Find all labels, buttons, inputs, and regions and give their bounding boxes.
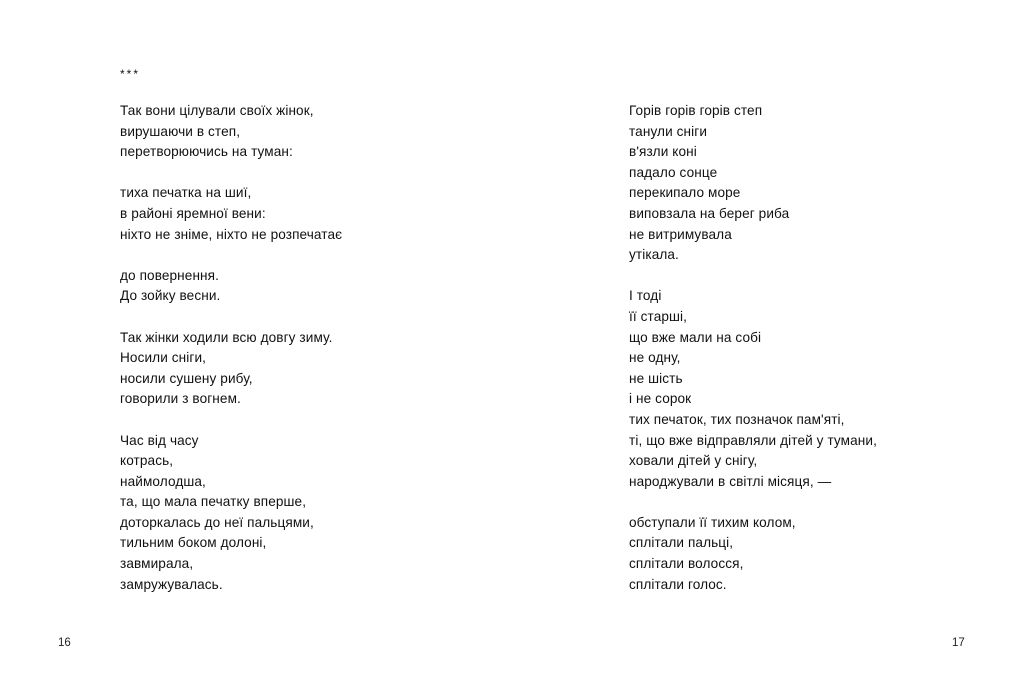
poem-line: перекипало море [629, 185, 741, 201]
poem-line: її старші, [629, 308, 688, 324]
stanza [120, 328, 342, 410]
poem-line: доторкалась до неї пальцями, [120, 514, 314, 530]
stanza-break [120, 163, 342, 184]
poem-line: ховали дітей у снігу, [629, 453, 758, 469]
poem-line: сплітали голос. [629, 576, 727, 592]
poem-line: І тоді [629, 288, 662, 304]
stanza-break [120, 307, 342, 328]
poem-line: та, що мала печатку вперше, [120, 494, 307, 510]
poem-line: котрась, [120, 453, 174, 469]
poem-line: Так жінки ходили всю довгу зиму. [120, 329, 333, 345]
poem-line: утікала. [629, 247, 679, 263]
poem-line: до повернення. [120, 267, 219, 283]
poem-line: в'язли коні [629, 144, 697, 160]
poem-line: падало сонце [629, 164, 718, 180]
poem-line: носили сушену рибу, [120, 370, 253, 386]
poem-left [120, 101, 342, 595]
poem-line: виповзала на берег риба [629, 205, 790, 221]
poem-line: завмирала, [120, 556, 194, 572]
poem-line: танули сніги [629, 123, 708, 139]
poem-line: вирушаючи в степ, [120, 123, 241, 139]
right-page [512, 0, 1024, 695]
poem-line: тильним боком долоні, [120, 535, 267, 551]
poem-line: тиха печатка на шиї, [120, 185, 252, 201]
poem-line: не шість [629, 370, 683, 386]
stanza [629, 286, 877, 492]
poem-line: До зойку весни. [120, 288, 221, 304]
poem-line: народжували в світлі місяця, — [629, 473, 832, 489]
poem-line: обступали її тихим колом, [629, 514, 796, 530]
poem-line: замружувалась. [120, 576, 223, 592]
stanza-break [629, 266, 877, 287]
stanza [120, 101, 342, 163]
poem-line: говорили з вогнем. [120, 391, 241, 407]
stanza [629, 101, 877, 266]
stanza [120, 431, 342, 596]
poem-line: Горів горів горів степ [629, 103, 763, 118]
poem-line: не одну, [629, 350, 681, 366]
stanza [120, 183, 342, 245]
poem-line: Носили сніги, [120, 350, 207, 366]
stanza-break [120, 410, 342, 431]
stanza [120, 266, 342, 307]
poem-line: не витримувала [629, 226, 732, 242]
poem-line: сплітали волосся, [629, 556, 744, 572]
poem-line: в районі яремної вени: [120, 205, 266, 221]
page-number: 17 [952, 637, 965, 649]
poem-line: перетворюючись на туман: [120, 144, 293, 160]
poem-line: сплітали пальці, [629, 535, 734, 551]
poem-line: Так вони цілували своїх жінок, [120, 103, 314, 118]
page-number: 16 [58, 637, 71, 649]
section-separator: *** [120, 67, 141, 81]
poem-line: що вже мали на собі [629, 329, 762, 345]
poem-line: наймолодша, [120, 473, 206, 489]
stanza-break [120, 245, 342, 266]
poem-line: ті, що вже відправляли дітей у тумани, [629, 432, 877, 448]
poem-line: ніхто не зніме, ніхто не розпечатає [120, 226, 343, 242]
poem-line: Час від часу [120, 432, 199, 448]
poem-right [629, 101, 877, 595]
stanza-break [629, 492, 877, 513]
stanza [629, 513, 877, 595]
poem-line: тих печаток, тих позначок пам'яті, [629, 411, 845, 427]
poem-line: і не сорок [629, 391, 692, 407]
